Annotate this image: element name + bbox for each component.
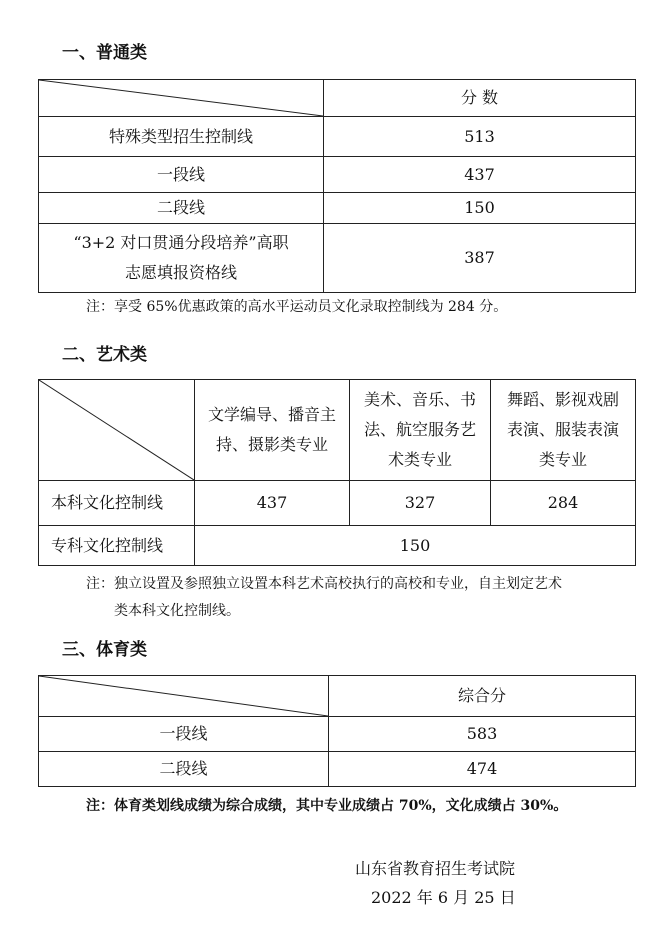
row-label: 二段线 xyxy=(39,193,324,224)
row-label-line: “3+2 对口贯通分段培养”高职 xyxy=(73,233,289,252)
row-value: 513 xyxy=(324,117,636,157)
row-value: 474 xyxy=(329,752,636,787)
row-label-multiline xyxy=(39,224,324,293)
column-header-dance xyxy=(491,380,636,481)
row-value: 327 xyxy=(350,481,491,526)
art-score-table xyxy=(38,379,636,566)
section-heading-sports: 三、体育类 xyxy=(62,640,147,660)
header-line: 美术、音乐、书 xyxy=(363,390,476,409)
row-value-merged: 150 xyxy=(195,526,636,566)
sports-score-table xyxy=(38,675,636,787)
column-header-literature xyxy=(195,380,350,481)
composite-score-column-header: 综合分 xyxy=(329,676,636,717)
row-label: 二段线 xyxy=(39,752,329,787)
row-value: 284 xyxy=(491,481,636,526)
row-label-line: 志愿填报资格线 xyxy=(124,263,237,282)
art-note-line2: 类本科文化控制线。 xyxy=(114,603,240,619)
row-value: 437 xyxy=(195,481,350,526)
row-label: 一段线 xyxy=(39,717,329,752)
header-line: 表演、服装表演 xyxy=(506,420,619,439)
header-line: 术类专业 xyxy=(387,450,452,469)
section-heading-general: 一、普通类 xyxy=(62,43,147,63)
header-line: 舞蹈、影视戏剧 xyxy=(506,390,619,409)
general-score-table xyxy=(38,79,636,293)
header-line: 类专业 xyxy=(538,450,587,469)
row-label: 一段线 xyxy=(39,157,324,193)
row-label: 特殊类型招生控制线 xyxy=(39,117,324,157)
row-label: 专科文化控制线 xyxy=(39,526,195,566)
diagonal-header-cell xyxy=(39,380,195,481)
row-value: 150 xyxy=(324,193,636,224)
row-value: 437 xyxy=(324,157,636,193)
issuing-organization: 山东省教育招生考试院 xyxy=(355,859,516,878)
score-column-header: 分 数 xyxy=(324,80,636,117)
diagonal-header-cell xyxy=(39,676,329,717)
row-value: 387 xyxy=(324,224,636,293)
diagonal-header-cell xyxy=(39,80,324,117)
issue-date: 2022 年 6 月 25 日 xyxy=(371,888,516,907)
header-line: 文学编导、播音主 xyxy=(207,405,336,424)
row-value: 583 xyxy=(329,717,636,752)
art-note-line1: 注：独立设置及参照独立设置本科艺术高校执行的高校和专业，自主划定艺术 xyxy=(86,576,562,592)
column-header-fine-arts xyxy=(350,380,491,481)
row-label: 本科文化控制线 xyxy=(39,481,195,526)
header-line: 法、航空服务艺 xyxy=(363,420,476,439)
general-note: 注：享受 65%优惠政策的高水平运动员文化录取控制线为 284 分。 xyxy=(86,299,508,315)
sports-note: 注：体育类划线成绩为综合成绩，其中专业成绩占 70%，文化成绩占 30%。 xyxy=(86,798,568,814)
header-line: 持、摄影类专业 xyxy=(215,435,328,454)
section-heading-art: 二、艺术类 xyxy=(62,345,147,365)
